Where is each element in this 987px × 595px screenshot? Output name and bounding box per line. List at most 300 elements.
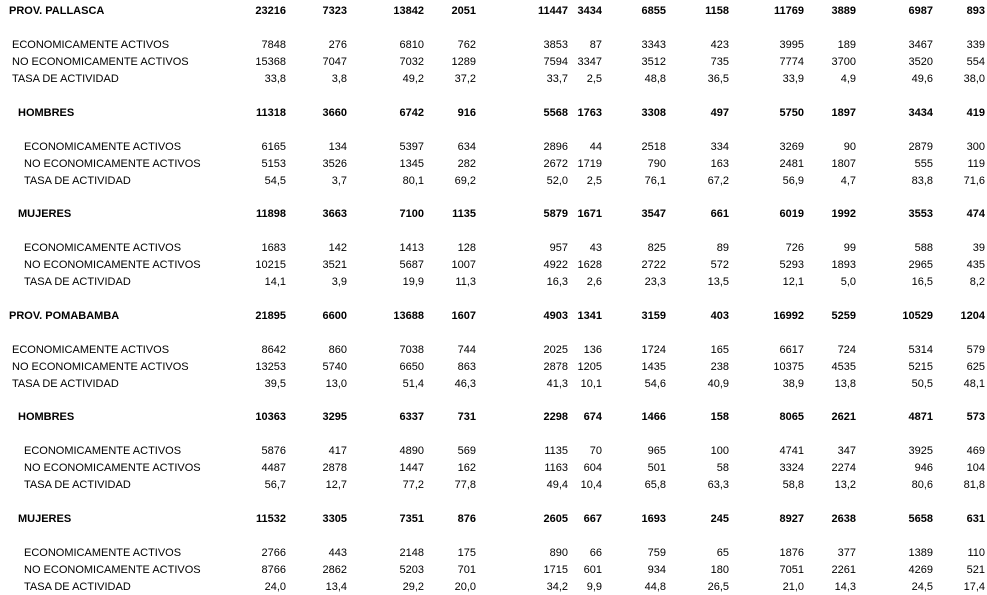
cell-value: 16,3	[546, 276, 568, 288]
cell-value: 2,5	[586, 73, 602, 85]
cell-value: 51,4	[402, 378, 424, 390]
cell-value: 142	[328, 242, 347, 254]
cell-value: 3547	[641, 208, 666, 220]
cell-value: 41,3	[546, 378, 568, 390]
cell-value: 1763	[577, 107, 602, 119]
row-label: ECONOMICAMENTE ACTIVOS	[12, 344, 170, 356]
cell-value: 48,8	[644, 73, 666, 85]
cell-value: 569	[457, 445, 476, 457]
cell-value: 1341	[577, 310, 602, 322]
cell-value: 497	[710, 107, 729, 119]
cell-value: 1435	[641, 361, 666, 373]
cell-value: 965	[647, 445, 666, 457]
cell-value: 21,0	[782, 581, 804, 593]
table-row	[0, 241, 987, 255]
cell-value: 44	[589, 141, 602, 153]
cell-value: 1447	[399, 462, 424, 474]
cell-value: 474	[966, 208, 985, 220]
table-row	[0, 563, 987, 577]
cell-value: 238	[710, 361, 729, 373]
cell-value: 3526	[322, 158, 347, 170]
cell-value: 33,7	[546, 73, 568, 85]
cell-value: 8065	[779, 411, 804, 423]
cell-value: 3305	[322, 513, 347, 525]
cell-value: 417	[328, 445, 347, 457]
cell-value: 5397	[399, 141, 424, 153]
cell-value: 163	[710, 158, 729, 170]
cell-value: 13,5	[707, 276, 729, 288]
cell-value: 2878	[322, 462, 347, 474]
cell-value: 7051	[779, 564, 804, 576]
cell-value: 128	[457, 242, 476, 254]
cell-value: 724	[837, 344, 856, 356]
table-row	[0, 546, 987, 560]
cell-value: 162	[457, 462, 476, 474]
cell-value: 104	[966, 462, 985, 474]
row-label: TASA DE ACTIVIDAD	[24, 175, 131, 187]
cell-value: 70	[589, 445, 602, 457]
cell-value: 5750	[779, 107, 804, 119]
cell-value: 7032	[399, 56, 424, 68]
cell-value: 13,8	[834, 378, 856, 390]
table-row	[0, 157, 987, 171]
table-row	[0, 55, 987, 69]
cell-value: 3660	[322, 107, 347, 119]
cell-value: 6987	[908, 5, 933, 17]
cell-value: 1693	[641, 513, 666, 525]
row-label: PROV. POMABAMBA	[9, 310, 120, 322]
row-label: HOMBRES	[18, 107, 75, 119]
table-row	[0, 174, 987, 188]
cell-value: 419	[966, 107, 985, 119]
table-row	[0, 478, 987, 492]
row-label: ECONOMICAMENTE ACTIVOS	[24, 242, 182, 254]
cell-value: 1158	[705, 5, 729, 17]
cell-value: 4,9	[840, 73, 856, 85]
cell-value: 946	[914, 462, 933, 474]
cell-value: 5658	[908, 513, 933, 525]
cell-value: 7774	[779, 56, 804, 68]
cell-value: 56,7	[264, 479, 286, 491]
cell-value: 20,0	[454, 581, 476, 593]
cell-value: 65	[716, 547, 729, 559]
cell-value: 17,4	[963, 581, 985, 593]
cell-value: 33,8	[264, 73, 286, 85]
cell-value: 1715	[543, 564, 568, 576]
table-row	[0, 360, 987, 374]
cell-value: 11532	[256, 513, 286, 525]
cell-value: 49,6	[911, 73, 933, 85]
cell-value: 6600	[322, 310, 347, 322]
cell-value: 14,1	[264, 276, 286, 288]
cell-value: 16992	[773, 310, 804, 322]
cell-value: 701	[457, 564, 476, 576]
cell-value: 11447	[538, 5, 568, 17]
cell-value: 1289	[451, 56, 476, 68]
cell-value: 6165	[261, 141, 286, 153]
cell-value: 2638	[831, 513, 856, 525]
cell-value: 44,8	[644, 581, 666, 593]
cell-value: 443	[328, 547, 347, 559]
cell-value: 37,2	[454, 73, 476, 85]
cell-value: 76,1	[644, 175, 666, 187]
cell-value: 6855	[641, 5, 666, 17]
cell-value: 13,2	[834, 479, 856, 491]
cell-value: 158	[710, 411, 729, 423]
cell-value: 2605	[543, 513, 568, 525]
row-label: TASA DE ACTIVIDAD	[24, 479, 131, 491]
cell-value: 916	[457, 107, 476, 119]
row-label: ECONOMICAMENTE ACTIVOS	[24, 445, 182, 457]
group-row	[0, 410, 987, 424]
cell-value: 7351	[399, 513, 424, 525]
cell-value: 572	[710, 259, 729, 271]
table-row	[0, 72, 987, 86]
cell-value: 24,5	[911, 581, 933, 593]
cell-value: 66	[589, 547, 602, 559]
cell-value: 3995	[779, 39, 804, 51]
row-label: NO ECONOMICAMENTE ACTIVOS	[12, 361, 189, 373]
cell-value: 4,7	[840, 175, 856, 187]
cell-value: 2672	[543, 158, 568, 170]
cell-value: 3853	[543, 39, 568, 51]
cell-value: 2,5	[586, 175, 602, 187]
cell-value: 1007	[451, 259, 476, 271]
cell-value: 403	[710, 310, 729, 322]
cell-value: 1876	[779, 547, 804, 559]
cell-value: 175	[457, 547, 476, 559]
cell-value: 90	[843, 141, 856, 153]
row-label: MUJERES	[18, 513, 72, 525]
cell-value: 7848	[261, 39, 286, 51]
cell-value: 54,5	[264, 175, 286, 187]
cell-value: 67,2	[707, 175, 729, 187]
cell-value: 165	[710, 344, 729, 356]
cell-value: 5879	[543, 208, 568, 220]
cell-value: 23216	[255, 5, 286, 17]
table-row	[0, 140, 987, 154]
cell-value: 1671	[577, 208, 602, 220]
row-label: TASA DE ACTIVIDAD	[24, 276, 131, 288]
cell-value: 21895	[255, 310, 286, 322]
cell-value: 83,8	[911, 175, 933, 187]
cell-value: 2621	[831, 411, 856, 423]
cell-value: 69,2	[454, 175, 476, 187]
cell-value: 825	[647, 242, 666, 254]
cell-value: 860	[328, 344, 347, 356]
cell-value: 1992	[831, 208, 856, 220]
row-label: HOMBRES	[18, 411, 75, 423]
cell-value: 1135	[544, 445, 568, 457]
row-label: TASA DE ACTIVIDAD	[12, 73, 119, 85]
cell-value: 3512	[641, 56, 666, 68]
cell-value: 39	[972, 242, 985, 254]
cell-value: 4269	[908, 564, 933, 576]
cell-value: 2,6	[586, 276, 602, 288]
cell-value: 893	[966, 5, 985, 17]
cell-value: 554	[966, 56, 985, 68]
cell-value: 136	[583, 344, 602, 356]
row-label: ECONOMICAMENTE ACTIVOS	[12, 39, 170, 51]
cell-value: 674	[583, 411, 602, 423]
cell-value: 3700	[831, 56, 856, 68]
table-row	[0, 377, 987, 391]
cell-value: 11318	[256, 107, 286, 119]
cell-value: 26,5	[707, 581, 729, 593]
cell-value: 731	[457, 411, 476, 423]
cell-value: 1163	[544, 462, 568, 474]
cell-value: 735	[710, 56, 729, 68]
cell-value: 2722	[641, 259, 666, 271]
cell-value: 52,0	[546, 175, 568, 187]
cell-value: 334	[710, 141, 729, 153]
cell-value: 631	[966, 513, 985, 525]
cell-value: 7100	[399, 208, 424, 220]
cell-value: 6337	[399, 411, 424, 423]
table-row	[0, 343, 987, 357]
cell-value: 10363	[255, 411, 286, 423]
row-label: ECONOMICAMENTE ACTIVOS	[24, 547, 182, 559]
cell-value: 15368	[255, 56, 286, 68]
cell-value: 555	[914, 158, 933, 170]
cell-value: 4922	[543, 259, 568, 271]
cell-value: 12,7	[325, 479, 347, 491]
cell-value: 3889	[831, 5, 856, 17]
cell-value: 1413	[399, 242, 424, 254]
cell-value: 2261	[831, 564, 856, 576]
cell-value: 2298	[543, 411, 568, 423]
cell-value: 521	[966, 564, 985, 576]
cell-value: 49,4	[546, 479, 568, 491]
cell-value: 726	[785, 242, 804, 254]
cell-value: 5314	[908, 344, 933, 356]
table-row	[0, 444, 987, 458]
row-label: NO ECONOMICAMENTE ACTIVOS	[12, 56, 189, 68]
cell-value: 40,9	[707, 378, 729, 390]
cell-value: 3520	[908, 56, 933, 68]
cell-value: 5876	[261, 445, 286, 457]
cell-value: 5293	[779, 259, 804, 271]
cell-value: 3343	[641, 39, 666, 51]
group-row	[0, 512, 987, 526]
cell-value: 282	[457, 158, 476, 170]
cell-value: 13253	[255, 361, 286, 373]
cell-value: 2148	[399, 547, 424, 559]
group-row	[0, 207, 987, 221]
cell-value: 573	[966, 411, 985, 423]
cell-value: 50,5	[911, 378, 933, 390]
row-label: PROV. PALLASCA	[9, 5, 105, 17]
cell-value: 4871	[908, 411, 933, 423]
row-label: NO ECONOMICAMENTE ACTIVOS	[24, 564, 201, 576]
cell-value: 10375	[773, 361, 804, 373]
cell-value: 13,4	[325, 581, 347, 593]
row-label: TASA DE ACTIVIDAD	[12, 378, 119, 390]
cell-value: 1724	[641, 344, 666, 356]
cell-value: 8927	[779, 513, 804, 525]
cell-value: 100	[710, 445, 729, 457]
cell-value: 7594	[543, 56, 568, 68]
cell-value: 4487	[261, 462, 286, 474]
cell-value: 7323	[322, 5, 347, 17]
cell-value: 2025	[543, 344, 568, 356]
cell-value: 38,9	[782, 378, 804, 390]
cell-value: 1135	[452, 208, 476, 220]
table-row	[0, 580, 987, 594]
cell-value: 11898	[256, 208, 286, 220]
cell-value: 579	[966, 344, 985, 356]
cell-value: 6650	[399, 361, 424, 373]
cell-value: 5568	[543, 107, 568, 119]
cell-value: 3308	[641, 107, 666, 119]
cell-value: 189	[837, 39, 856, 51]
cell-value: 5687	[399, 259, 424, 271]
cell-value: 9,9	[586, 581, 602, 593]
cell-value: 6617	[779, 344, 804, 356]
cell-value: 10,4	[580, 479, 602, 491]
cell-value: 10215	[255, 259, 286, 271]
cell-value: 7047	[322, 56, 347, 68]
cell-value: 8642	[261, 344, 286, 356]
cell-value: 36,5	[707, 73, 729, 85]
cell-value: 180	[710, 564, 729, 576]
cell-value: 3347	[577, 56, 602, 68]
cell-value: 957	[549, 242, 568, 254]
cell-value: 3,7	[331, 175, 347, 187]
cell-value: 43	[589, 242, 602, 254]
row-label: NO ECONOMICAMENTE ACTIVOS	[24, 158, 201, 170]
cell-value: 4535	[831, 361, 856, 373]
cell-value: 1204	[960, 310, 985, 322]
cell-value: 11,3	[455, 276, 476, 288]
cell-value: 625	[966, 361, 985, 373]
cell-value: 58	[716, 462, 729, 474]
cell-value: 24,0	[264, 581, 286, 593]
cell-value: 435	[966, 259, 985, 271]
cell-value: 12,1	[782, 276, 804, 288]
cell-value: 469	[966, 445, 985, 457]
cell-value: 7038	[399, 344, 424, 356]
cell-value: 2879	[908, 141, 933, 153]
cell-value: 245	[710, 513, 729, 525]
cell-value: 3925	[908, 445, 933, 457]
cell-value: 934	[647, 564, 666, 576]
row-label: NO ECONOMICAMENTE ACTIVOS	[24, 259, 201, 271]
cell-value: 10529	[902, 310, 933, 322]
cell-value: 14,3	[834, 581, 856, 593]
cell-value: 667	[583, 513, 602, 525]
row-label: TASA DE ACTIVIDAD	[24, 581, 131, 593]
cell-value: 56,9	[782, 175, 804, 187]
group-row	[0, 106, 987, 120]
table-row	[0, 258, 987, 272]
cell-value: 11769	[774, 5, 804, 17]
cell-value: 300	[966, 141, 985, 153]
cell-value: 1719	[577, 158, 602, 170]
cell-value: 16,5	[911, 276, 933, 288]
cell-value: 80,1	[402, 175, 424, 187]
cell-value: 6742	[399, 107, 424, 119]
cell-value: 54,6	[644, 378, 666, 390]
cell-value: 2862	[322, 564, 347, 576]
table-row	[0, 461, 987, 475]
cell-value: 5203	[399, 564, 424, 576]
cell-value: 3159	[641, 310, 666, 322]
cell-value: 110	[967, 547, 985, 559]
cell-value: 48,1	[963, 378, 985, 390]
cell-value: 3,8	[331, 73, 347, 85]
province-row	[0, 4, 987, 18]
cell-value: 5740	[322, 361, 347, 373]
cell-value: 23,3	[644, 276, 666, 288]
cell-value: 99	[843, 242, 856, 254]
cell-value: 80,6	[911, 479, 933, 491]
cell-value: 759	[647, 547, 666, 559]
cell-value: 1466	[641, 411, 666, 423]
cell-value: 4903	[543, 310, 568, 322]
cell-value: 604	[583, 462, 602, 474]
cell-value: 3521	[322, 259, 347, 271]
cell-value: 3,9	[331, 276, 347, 288]
cell-value: 5153	[261, 158, 286, 170]
cell-value: 71,6	[963, 175, 985, 187]
cell-value: 4890	[399, 445, 424, 457]
cell-value: 38,0	[963, 73, 985, 85]
cell-value: 2518	[641, 141, 666, 153]
cell-value: 2481	[779, 158, 804, 170]
cell-value: 1897	[831, 107, 856, 119]
cell-value: 2965	[908, 259, 933, 271]
cell-value: 3553	[908, 208, 933, 220]
cell-value: 744	[457, 344, 476, 356]
row-label: MUJERES	[18, 208, 72, 220]
cell-value: 601	[583, 564, 602, 576]
row-label: ECONOMICAMENTE ACTIVOS	[24, 141, 182, 153]
cell-value: 87	[589, 39, 602, 51]
cell-value: 34,2	[546, 581, 568, 593]
table-row	[0, 38, 987, 52]
cell-value: 1345	[399, 158, 424, 170]
cell-value: 8766	[261, 564, 286, 576]
cell-value: 58,8	[782, 479, 804, 491]
cell-value: 588	[914, 242, 933, 254]
cell-value: 46,3	[454, 378, 476, 390]
cell-value: 1628	[577, 259, 602, 271]
cell-value: 762	[457, 39, 476, 51]
cell-value: 89	[716, 242, 729, 254]
cell-value: 2766	[261, 547, 286, 559]
cell-value: 790	[647, 158, 666, 170]
cell-value: 377	[837, 547, 856, 559]
table-row	[0, 275, 987, 289]
cell-value: 13688	[393, 310, 424, 322]
cell-value: 3269	[779, 141, 804, 153]
cell-value: 13,0	[325, 378, 347, 390]
row-label: NO ECONOMICAMENTE ACTIVOS	[24, 462, 201, 474]
cell-value: 2051	[451, 5, 476, 17]
cell-value: 119	[967, 158, 985, 170]
cell-value: 1683	[261, 242, 286, 254]
cell-value: 5,0	[840, 276, 856, 288]
cell-value: 1389	[908, 547, 933, 559]
cell-value: 77,2	[402, 479, 424, 491]
cell-value: 1607	[451, 310, 476, 322]
cell-value: 134	[328, 141, 347, 153]
cell-value: 876	[457, 513, 476, 525]
cell-value: 5215	[908, 361, 933, 373]
cell-value: 3434	[577, 5, 602, 17]
cell-value: 10,1	[580, 378, 602, 390]
